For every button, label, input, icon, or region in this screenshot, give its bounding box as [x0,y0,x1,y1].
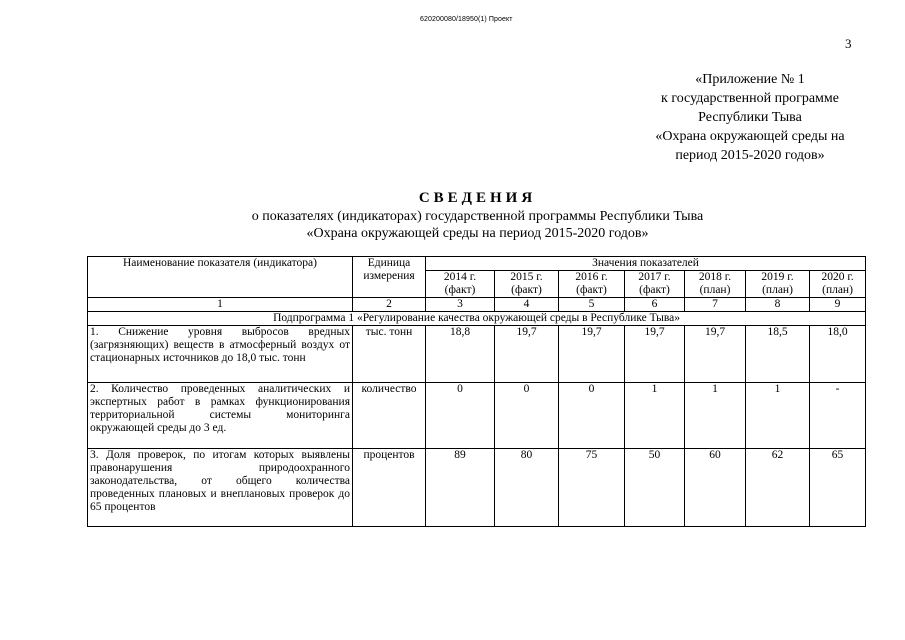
indicator-unit: количество [353,383,426,449]
year-type: (факт) [576,284,607,296]
indicator-value: 50 [625,449,685,527]
year-label: 2016 г. [575,271,608,283]
indicator-value: 1 [685,383,746,449]
header-values: Значения показателей [426,257,866,271]
header-year [495,271,559,298]
column-number: 5 [559,298,625,312]
indicator-value: 80 [495,449,559,527]
page-number: 3 [845,36,852,51]
header-year [685,271,746,298]
header-year [559,271,625,298]
subprogram-row [88,312,866,326]
indicator-unit: тыс. тонн [353,326,426,383]
indicator-value: 89 [426,449,495,527]
indicator-value: 62 [746,449,810,527]
year-type: (план) [762,284,793,296]
column-number: 8 [746,298,810,312]
column-number: 9 [810,298,866,312]
indicator-value: 1 [746,383,810,449]
year-label: 2014 г. [443,271,477,283]
year-label: 2017 г. [638,271,671,283]
column-number: 7 [685,298,746,312]
title-subtitle-1: о показателях (индикаторах) государственной программы Республики Тыва [251,209,704,224]
header-row [88,257,866,271]
document-id: 620200080/18950(1) Проект [420,16,513,23]
title-subtitle-2: «Охрана окружающей среды на период 2015-2020 годов» [306,226,649,241]
header-year [426,271,495,298]
indicator-value: 75 [559,449,625,527]
year-label: 2019 г. [761,271,794,283]
header-indicator-name: Наименование показателя (индикатора) [88,257,353,298]
subprogram-title: Подпрограмма 1 «Регулирование качества окружающей среды в Республике Тыва» [88,312,866,326]
indicators-table [87,256,866,527]
column-number: 4 [495,298,559,312]
title-main: СВЕДЕНИЯ [418,190,537,206]
year-label: 2020 г. [821,271,854,283]
indicator-value: 19,7 [559,326,625,383]
column-number: 6 [625,298,685,312]
indicator-value: 65 [810,449,866,527]
header-year [746,271,810,298]
header-year [625,271,685,298]
header-unit: Единица измерения [353,257,426,298]
indicator-name: 2. Количество проведенных аналитических и экспертных работ в рамках функционирования территориальной системы мониторинга окружающей среды до 3 ед. [88,383,353,449]
indicator-value: 19,7 [625,326,685,383]
header-year [810,271,866,298]
annex-line: «Приложение № 1 [695,72,805,87]
indicator-value: 0 [426,383,495,449]
indicator-value: - [810,383,866,449]
column-number-row [88,298,866,312]
table-row [88,326,866,383]
indicator-value: 0 [559,383,625,449]
indicator-value: 0 [495,383,559,449]
indicator-value: 1 [625,383,685,449]
year-type: (факт) [639,284,670,296]
indicator-value: 19,7 [495,326,559,383]
indicator-name: 1. Снижение уровня выбросов вредных (загрязняющих) веществ в атмосферный воздух от стационарных источников до 18,0 тыс. тонн [88,326,353,383]
column-number: 3 [426,298,495,312]
year-type: (факт) [511,284,542,296]
table-row [88,449,866,527]
annex-line: к государственной программе [661,91,839,106]
indicator-value: 18,8 [426,326,495,383]
annex-heading [630,70,870,165]
column-number: 2 [353,298,426,312]
year-label: 2018 г. [698,271,732,283]
year-type: (план) [822,284,853,296]
indicator-value: 19,7 [685,326,746,383]
indicator-name: 3. Доля проверок, по итогам которых выявлены правонарушения природоохранного законодательства, от общего количества проведенных плановых и внеплановых проверок до 65 процентов [88,449,353,527]
column-number: 1 [88,298,353,312]
year-type: (план) [699,284,731,296]
indicator-value: 60 [685,449,746,527]
indicator-value: 18,5 [746,326,810,383]
year-type: (факт) [444,284,476,296]
document-title [150,188,805,242]
year-label: 2015 г. [510,271,543,283]
indicator-unit: процентов [353,449,426,527]
annex-line: «Охрана окружающей среды на [655,129,845,144]
annex-line: период 2015-2020 годов» [675,148,825,163]
table-row [88,383,866,449]
annex-line: Республики Тыва [698,110,802,125]
indicator-value: 18,0 [810,326,866,383]
